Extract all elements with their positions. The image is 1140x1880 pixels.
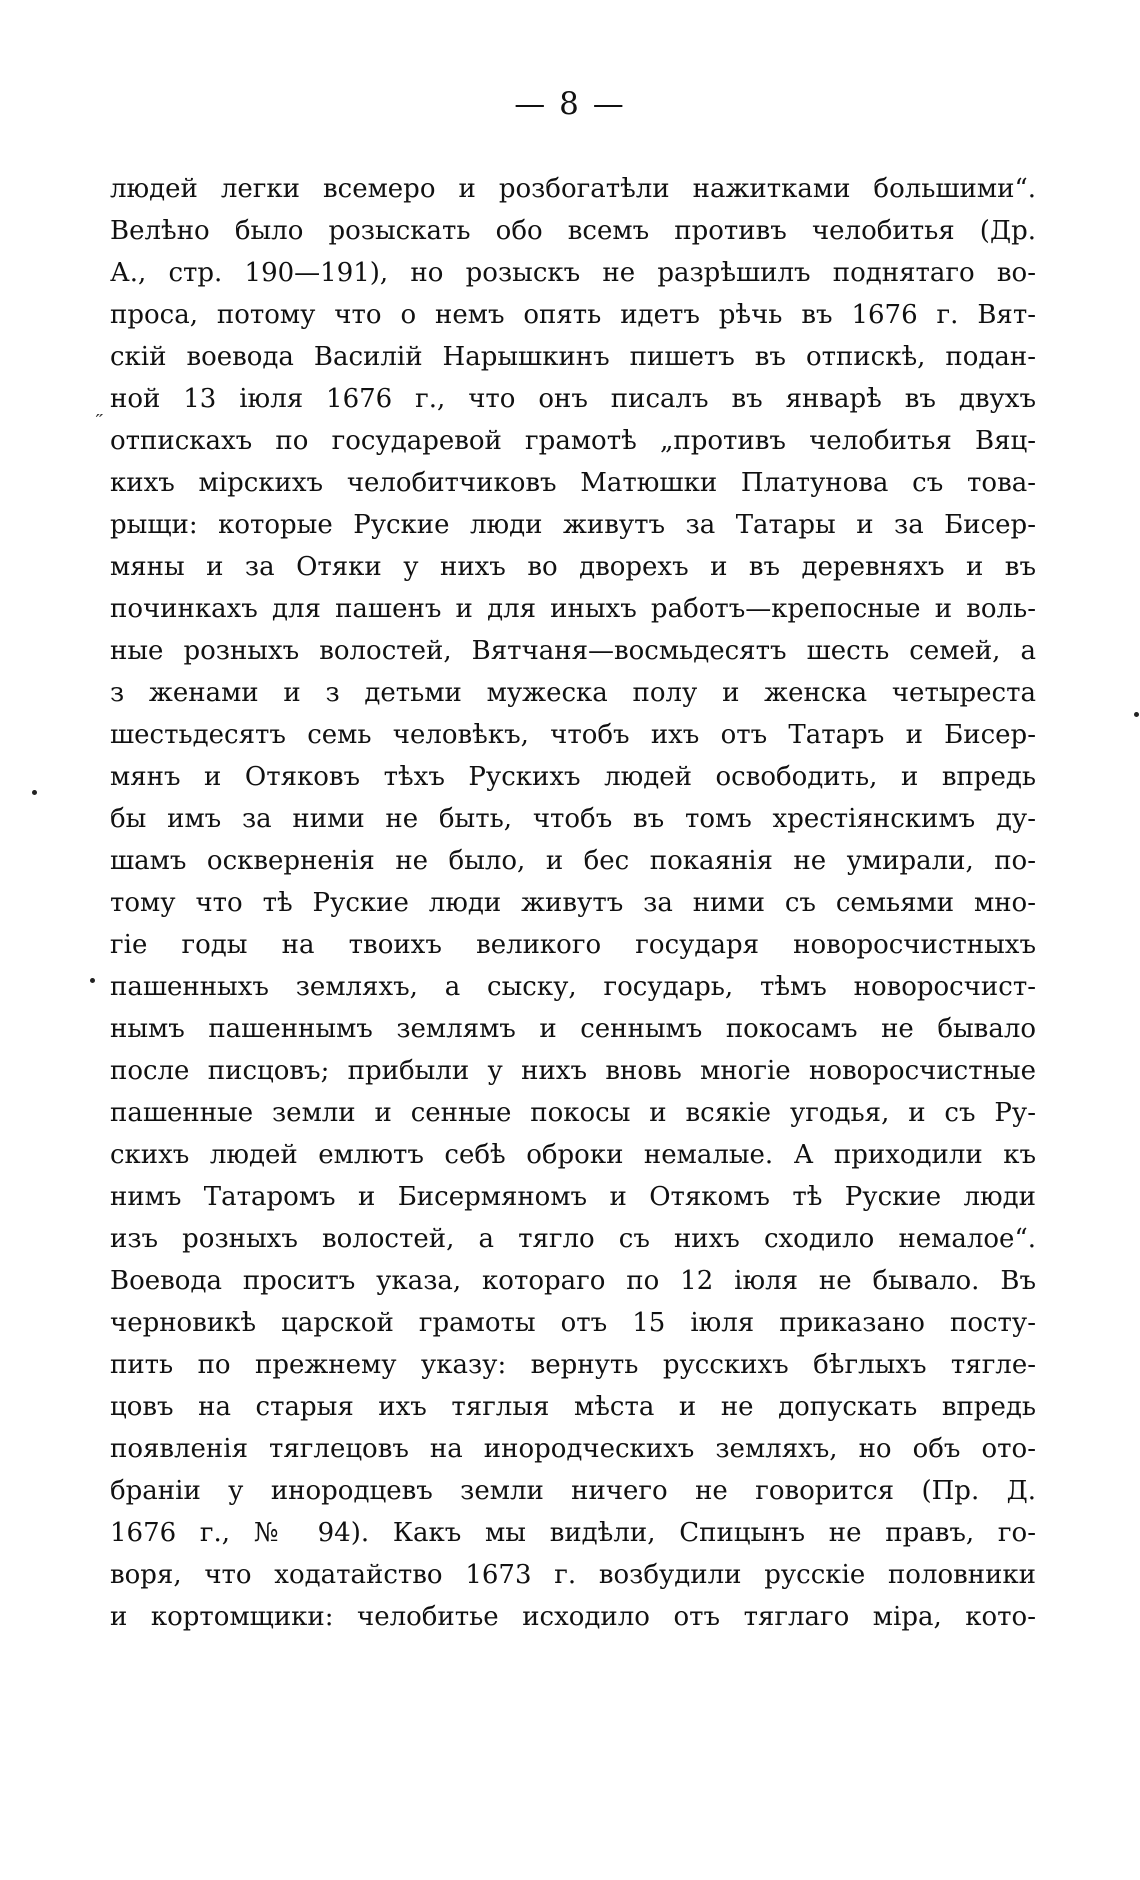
text-line: рыщи: которые Руские люди живутъ за Татары и за Бисер- [110, 510, 1036, 540]
text-line: Велѣно было розыскать обо всемъ противъ челобитья (Др. [110, 216, 1036, 246]
text-line: мяны и за Отяки у нихъ во дворехъ и въ деревняхъ и въ [110, 552, 1036, 582]
speck-icon [32, 790, 37, 795]
margin-mark-icon: ˶ [96, 400, 103, 424]
speck-icon [90, 978, 95, 983]
text-line: отпискахъ по государевой грамотѣ „противъ челобитья Вяц- [110, 426, 1036, 456]
speck-icon [1134, 712, 1139, 717]
text-line: и кортомщики: челобитье исходило отъ тяглаго міра, кото- [110, 1602, 1036, 1632]
text-line: пить по прежнему указу: вернуть русскихъ бѣглыхъ тягле- [110, 1350, 1036, 1380]
text-line: черновикѣ царской грамоты отъ 15 іюля приказано посту- [110, 1308, 1036, 1338]
text-line: з женами и з детьми мужеска полу и женска четыреста [110, 678, 1036, 708]
text-line: скихъ людей емлютъ себѣ оброки немалые. А приходили къ [110, 1140, 1036, 1170]
text-line: гіе годы на твоихъ великого государя новоросчистныхъ [110, 930, 1036, 960]
text-line: 1676 г., № 94). Какъ мы видѣли, Спицынъ не правъ, го- [110, 1518, 1036, 1548]
text-line: А., стр. 190—191), но розыскъ не разрѣшилъ поднятаго во- [110, 258, 1036, 288]
text-line: после писцовъ; прибыли у нихъ вновь многіе новоросчистные [110, 1056, 1036, 1086]
text-line: шамъ оскверненія не было, и бес покаянія не умирали, по- [110, 846, 1036, 876]
text-line: ные розныхъ волостей, Вятчаня—восмьдесятъ шесть семей, а [110, 636, 1036, 666]
text-line: людей легки всемеро и розбогатѣли нажитками большими“. [110, 174, 1036, 204]
text-line: ной 13 іюля 1676 г., что онъ писалъ въ январѣ въ двухъ [110, 384, 1036, 414]
text-line: починкахъ для пашенъ и для иныхъ работъ—крепосные и воль- [110, 594, 1036, 624]
text-line: скій воевода Василій Нарышкинъ пишетъ въ отпискѣ, подан- [110, 342, 1036, 372]
text-line: цовъ на старыя ихъ тяглыя мѣста и не допускать впредь [110, 1392, 1036, 1422]
text-line: Воевода проситъ указа, котораго по 12 іюля не бывало. Въ [110, 1266, 1036, 1296]
text-line: мянъ и Отяковъ тѣхъ Рускихъ людей освободить, и впредь [110, 762, 1036, 792]
text-line: браніи у инородцевъ земли ничего не говорится (Пр. Д. [110, 1476, 1036, 1506]
text-line: шестьдесятъ семь человѣкъ, чтобъ ихъ отъ Татаръ и Бисер- [110, 720, 1036, 750]
text-line: бы имъ за ними не быть, чтобъ въ томъ хрестіянскимъ ду- [110, 804, 1036, 834]
text-line: воря, что ходатайство 1673 г. возбудили русскіе половники [110, 1560, 1036, 1590]
text-line: проса, потому что о немъ опять идетъ рѣчь въ 1676 г. Вят- [110, 300, 1036, 330]
main-text [110, 168, 1036, 1638]
text-line: появленія тяглецовъ на инородческихъ земляхъ, но объ ото- [110, 1434, 1036, 1464]
text-line: нымъ пашеннымъ землямъ и сеннымъ покосамъ не бывало [110, 1014, 1036, 1044]
text-line: пашенныхъ земляхъ, а сыску, государь, тѣмъ новоросчист- [110, 972, 1036, 1002]
text-line: тому что тѣ Руские люди живутъ за ними съ семьями мно- [110, 888, 1036, 918]
text-line: пашенные земли и сенные покосы и всякіе угодья, и съ Ру- [110, 1098, 1036, 1128]
text-line: нимъ Татаромъ и Бисермяномъ и Отякомъ тѣ Руские люди [110, 1182, 1036, 1212]
text-line: кихъ мірскихъ челобитчиковъ Матюшки Платунова съ това- [110, 468, 1036, 498]
page-number: — 8 — [514, 86, 626, 122]
text-line: изъ розныхъ волостей, а тягло съ нихъ сходило немалое“. [110, 1224, 1036, 1254]
